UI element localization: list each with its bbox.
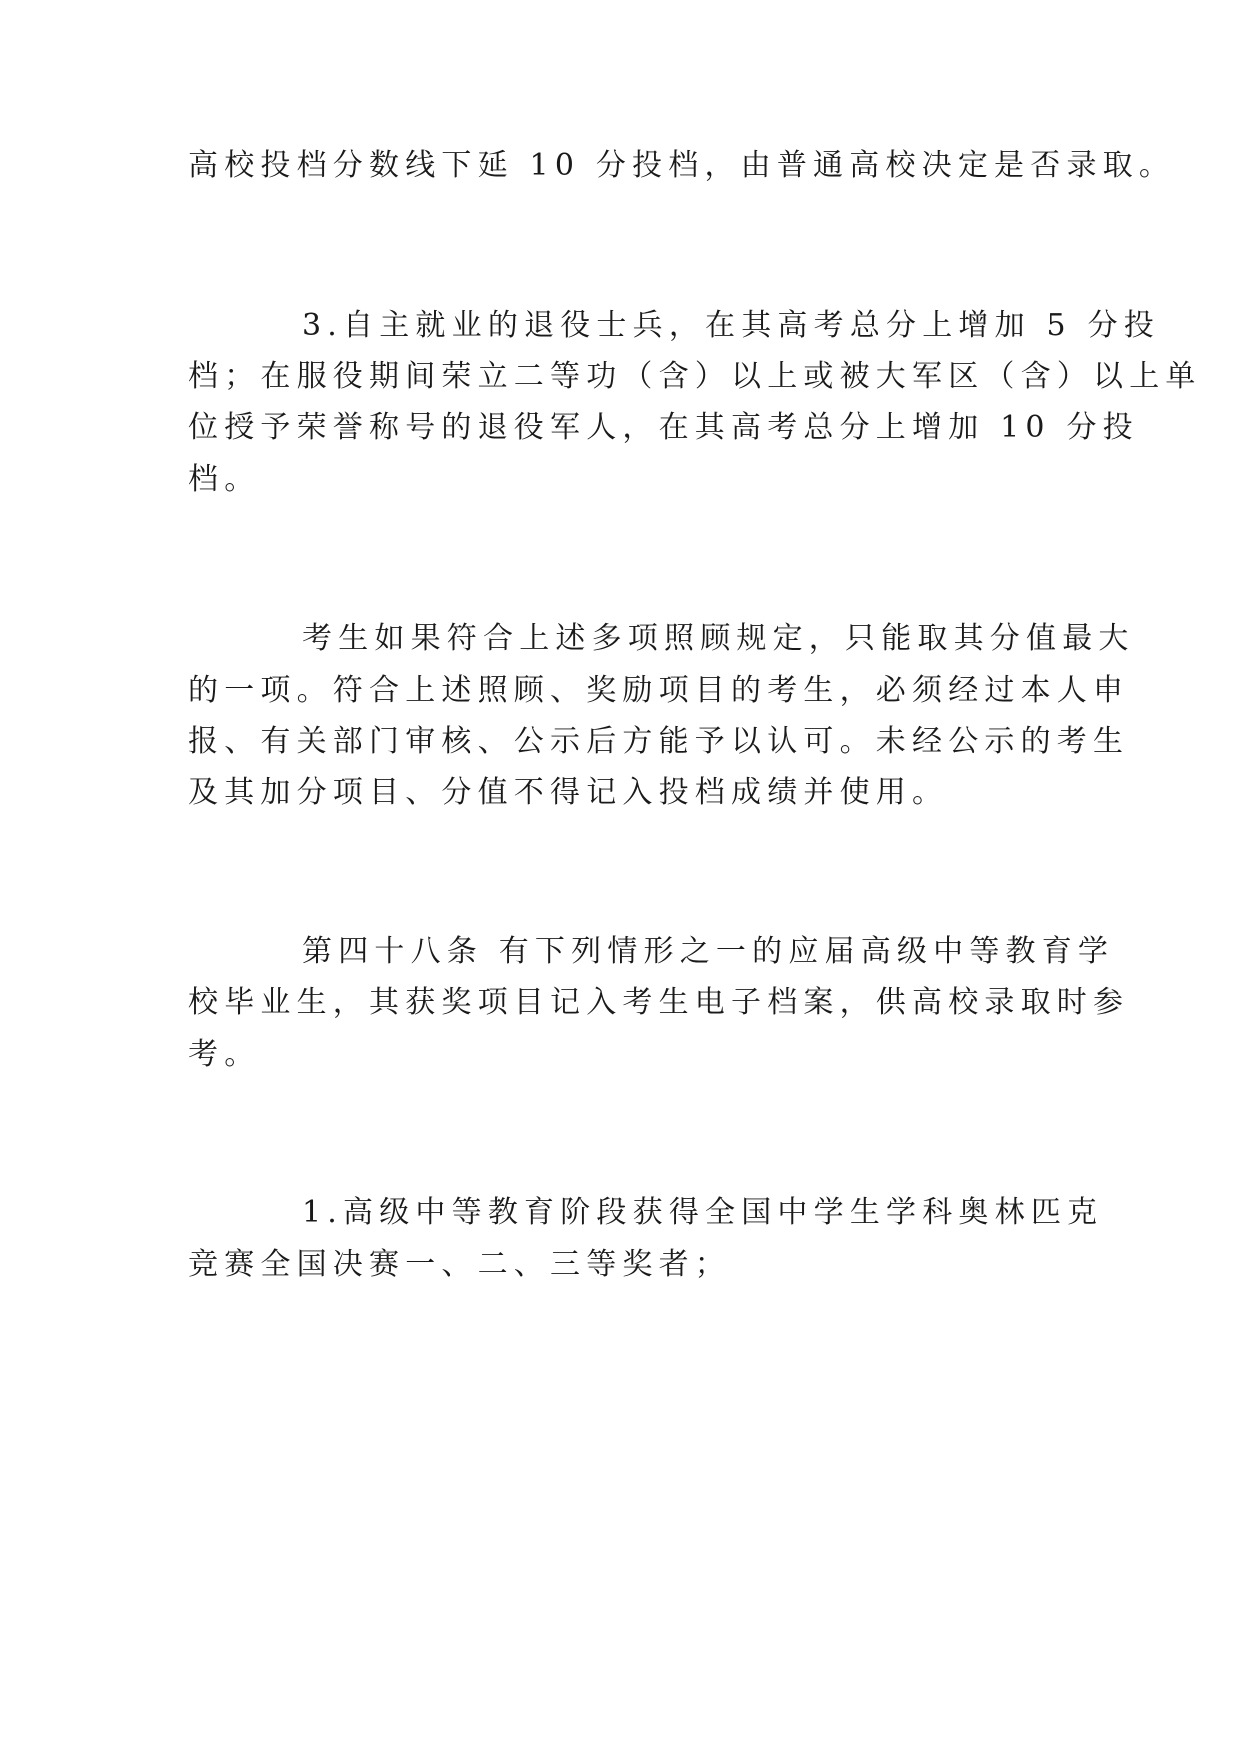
paragraph-multiple-rule-line-2: 的一项。符合上述照顾、奖励项目的考生，必须经过本人申 [188,673,1130,708]
paragraph-item-3-line-4: 档。 [188,462,261,497]
paragraph-item-1-line-1: 1.高级中等教育阶段获得全国中学生学科奥林匹克 [302,1195,1104,1230]
paragraph-item-3-line-1: 3.自主就业的退役士兵，在其高考总分上增加 5 分投 [302,308,1160,343]
paragraph-multiple-rule-line-4: 及其加分项目、分值不得记入投档成绩并使用。 [188,775,949,810]
paragraph-article-48-line-2: 校毕业生，其获奖项目记入考生电子档案，供高校录取时参 [188,985,1130,1020]
paragraph-continuation-line-1: 高校投档分数线下延 10 分投档，由普通高校决定是否录取。 [188,148,1176,183]
paragraph-item-1-line-2: 竞赛全国决赛一、二、三等奖者； [188,1247,731,1282]
paragraph-multiple-rule-line-3: 报、有关部门审核、公示后方能予以认可。未经公示的考生 [188,724,1130,759]
paragraph-article-48-line-1: 第四十八条 有下列情形之一的应届高级中等教育学 [302,934,1115,969]
paragraph-article-48-line-3: 考。 [188,1037,261,1072]
paragraph-item-3-line-3: 位授予荣誉称号的退役军人，在其高考总分上增加 10 分投 [188,410,1139,445]
paragraph-item-3-line-2: 档；在服役期间荣立二等功（含）以上或被大军区（含）以上单 [188,359,1202,394]
paragraph-multiple-rule-line-1: 考生如果符合上述多项照顾规定，只能取其分值最大 [302,621,1135,656]
